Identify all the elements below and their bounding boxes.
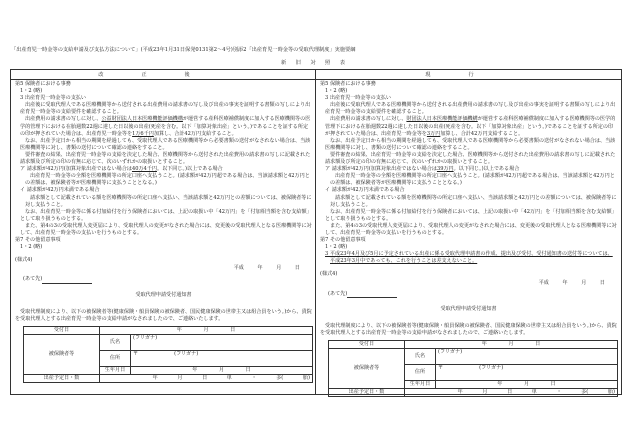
amended-text: 40万4千円 [131, 166, 157, 173]
paragraph [15, 102, 312, 116]
due-label: 出産予定日・数 [329, 389, 405, 397]
paragraph [320, 195, 617, 209]
table-row [24, 334, 313, 350]
text-segment: 加算し、合計42万円支給すること。 [153, 130, 237, 137]
text-segment: が運営する産科医療補償制度に加入する医療機関等の医学的管理下における在胎週数22週に達した日以後の出産(死産を含む。以下「加算対象出産」という。)であることを証する所定の印が押されていた場合は、出産育児一時金等を [325, 116, 616, 137]
insured-label: 被保険者等 [24, 334, 100, 374]
amended-text: 公益財団法人日本医療機能評価機構 [101, 116, 183, 123]
received-label: 受付日 [24, 326, 100, 334]
document-subtitle: 新 旧 対 照 表 [281, 60, 349, 66]
text-segment: 要件審査の結果、出産育児一時金等の支給を決定した場合、医療機関等から送付された出産費用の請求書の写しに記載された請求額及び所定の印の有無に応じて、次のいずれかの取扱いとすること。 [20, 151, 311, 166]
form-body: 受取代理制度により、以下の被保険者等(健康保険・船員保険の被保険者、国民健康保険の世帯主又は組合員をいう。)から、貴院を受取代理人とする出産育児一時金等の支給申請がなされましたので、ご連絡いたします。 [15, 308, 312, 322]
paragraph [15, 223, 312, 237]
paragraph [320, 209, 617, 223]
text-segment: なお、出産育児一時金等に係る付加給付を行う保険者においては、上記の取扱い中「42万円」を「付加相当額を含む支給額」として取り扱うものとする。 [20, 208, 312, 222]
text-segment: 。以下同じ。)以上である場合 [453, 166, 520, 173]
text-segment: 出産後に受取代理人である医療機関等から送付される出産費用の請求書の写し及び出産の事実を証明する書類の写しにより出産育児一時金等の支給要件を確認すること。 [325, 102, 616, 116]
form-date: 平成 年 月 日 [538, 279, 605, 286]
form-table [328, 340, 618, 397]
table-row [329, 389, 618, 397]
paragraph [320, 237, 617, 244]
paragraph [320, 223, 617, 237]
text-segment: 出産後に受取代理人である医療機関等から送付される出産費用の請求書の写し及び出産の事実を証明する書類の写しにより出産育児一時金等の支給要件を確認すること。 [20, 102, 311, 116]
addressee-label: (あて先) [23, 276, 43, 283]
text-segment: 。以下同じ。)以上である場合 [156, 166, 223, 173]
text-segment: 請求額として記載されている額を医療機関等の所定口座へ支払い、当該請求額と42万円との差額については、被保険者等に対し支払うこと。 [25, 194, 312, 208]
paragraph [15, 138, 312, 152]
name-furigana: (フリガナ) [436, 349, 618, 365]
form-label: (様式4) [15, 257, 33, 264]
text-segment: 要件審査の結果、出産育児一時金等の支給を決定した場合、医療機関等から送付された出産費用の請求書の写しに記載された請求額及び所定の印の有無に応じて、次のいずれかの取扱いとすること。 [325, 151, 616, 166]
table-row [24, 374, 313, 382]
amended-text: 3 平成23年4月及び5月に予定されている出産に係る受取代理申請書の作成、提出及び受付、受付通知書の送付等については、平成23年3月中であっても、これを行うことは差支えないこと。 [325, 251, 613, 265]
postal-mark: 〒 [438, 365, 444, 371]
form-label: (様式4) [320, 271, 338, 278]
column-body [15, 81, 312, 251]
text-segment: ア 請求額が42万円(加算対象出産ではない場合は [20, 166, 132, 173]
addressee-label: (あて先) [328, 290, 348, 297]
form-table [23, 326, 313, 383]
text-segment: 出産育児一時金等の全額を医療機関等の所定口座へ支払うこと。(請求額が42万円超である場合は、当該請求額と42万円との差額は、被保険者等が医療機関等に支払うこととなる。) [330, 173, 615, 187]
text-segment: 請求額として記載されている額を医療機関等の所定口座へ支払い、当該請求額と42万円との差額については、被保険者等に対し支払うこと。 [330, 194, 617, 208]
column-header: 現行 [316, 70, 621, 80]
paragraph [15, 209, 312, 223]
paragraph [320, 173, 617, 187]
paragraph [320, 152, 617, 166]
birth-label: 生年月日 [405, 381, 436, 389]
text-segment: 1・2 (略) [20, 88, 43, 95]
text-segment: 第5 保険者における事務 [15, 81, 71, 87]
text-segment: 第7 その他留意事項 [15, 237, 61, 244]
amended-text: 3万円 [426, 130, 441, 137]
paragraph [15, 187, 312, 194]
text-segment: 1・2 (略) [325, 88, 348, 95]
postal-mark: 〒 [133, 350, 139, 357]
text-segment: 出産費用の請求書の写しに対し、 [330, 116, 407, 123]
document-title: 「出産育児一時金等の支給申請及び支払方法について」(平成23年1月31日保発0131第2～4号)別添2「出産育児一時金等の受取代理制度」実施要綱 [11, 47, 356, 53]
paragraph [15, 81, 312, 88]
insured-label: 被保険者等 [329, 349, 405, 389]
paragraph [320, 138, 617, 152]
addressee-blank [42, 283, 92, 284]
paragraph [320, 102, 617, 116]
table-row [329, 349, 618, 365]
birth-value: 年 月 日 [131, 366, 313, 374]
paragraph [15, 244, 312, 251]
text-segment: 3 出産育児一時金等の支払い [325, 95, 391, 102]
paragraph [320, 116, 617, 137]
text-segment: 3 出産育児一時金等の支払い [20, 95, 86, 102]
text-segment: なお、出産育児一時金等に係る付加給付を行う保険者においては、上記の取扱い中「42万円」を「付加相当額を含む支給額」として取り扱うものとする。 [325, 208, 617, 222]
comparison-table [10, 69, 622, 395]
address-furigana: (フリガナ) [174, 350, 199, 357]
text-segment: また、第4の3の受取代理人変更届により、受取代理人の変更がなされた場合には、変更後の受取代理人となる医療機関等に対して、出産育児一時金等の支払いを行うものとする。 [325, 222, 617, 236]
name-furigana: (フリガナ) [131, 334, 313, 350]
table-row [329, 341, 618, 349]
column-body [320, 81, 617, 265]
text-segment: イ 請求額が42万円未満である場合 [325, 187, 405, 194]
amended-text: 財団法人日本医療機能評価機構 [406, 116, 478, 123]
text-segment: 第7 その他留意事項 [320, 237, 366, 244]
text-segment: 第5 保険者における事務 [320, 81, 376, 87]
paragraph [15, 195, 312, 209]
amended-text: 39万円 [436, 166, 454, 173]
text-segment: 出産育児一時金等の全額を医療機関等の所定口座へ支払うこと。(請求額が42万円超である場合は、当該請求額と42万円との差額は、被保険者等が医療機関等に支払うこととなる。) [25, 173, 310, 187]
paragraph [15, 237, 312, 244]
column-current [316, 70, 621, 394]
table-row [24, 326, 313, 334]
column-revised [11, 70, 316, 394]
received-value: 年 月 日 [405, 341, 618, 349]
paragraph [320, 81, 617, 88]
name-label: 氏名 [405, 349, 436, 365]
notice-form [320, 271, 617, 397]
paragraph [15, 152, 312, 166]
paragraph [320, 251, 617, 265]
address-label: 住所 [405, 365, 436, 381]
form-addressee [15, 276, 312, 283]
text-segment: イ 請求額が42万円未満である場合 [20, 187, 100, 194]
birth-label: 生年月日 [100, 366, 131, 374]
paragraph [15, 116, 312, 137]
text-segment: なお、出産予定日から相当の期間を経過しても、受取代理人である医療機関等から必要書類の送付がなされない場合は、当該医療機関等に対し、書類の送付について確認の連絡をすること。 [325, 137, 616, 151]
text-segment: が運営する産科医療補償制度に加入する医療機関等の医学的管理下における在胎週数22週に達した日以後の出産(死産を含む。以下「加算対象出産」という。)であることを証する所定の印が押されていた場合は、出産育児一時金等を [20, 116, 311, 137]
form-body: 受取代理制度により、以下の被保険者等(健康保険・船員保険の被保険者、国民健康保険の世帯主又は組合員をいう。)から、貴院を受取代理人とする出産育児一時金等の支給申請がなされましたので、ご連絡いたします。 [320, 322, 617, 336]
text-segment: 出産費用の請求書の写しに対し、 [25, 116, 102, 123]
text-segment: 加算し、合計42万円支給すること。 [440, 130, 524, 137]
due-value: 年 月 日 単 ・ 多( 胎) [100, 374, 313, 382]
column-header: 改正後 [11, 70, 315, 80]
birth-value: 年 月 日 [436, 381, 618, 389]
text-segment: また、第4の3の受取代理人変更届により、受取代理人の変更がなされた場合には、変更後の受取代理人となる医療機関等に対して、出産育児一時金等の支払いを行うものとする。 [20, 222, 312, 236]
form-title: 受取代理申請受付通知書 [440, 305, 497, 312]
addressee-blank [347, 297, 397, 298]
paragraph [320, 187, 617, 194]
form-title: 受取代理申請受付通知書 [135, 291, 192, 298]
due-label: 出産予定日・数 [24, 374, 100, 382]
received-value: 年 月 日 [100, 326, 313, 334]
paragraph [15, 173, 312, 187]
form-addressee [320, 291, 617, 298]
text-segment: 1・2 (略) [325, 244, 348, 251]
address-furigana: (フリガナ) [479, 365, 504, 371]
due-value: 年 月 日 単 ・ 多( 胎) [405, 389, 618, 397]
form-date: 平成 年 月 日 [233, 265, 300, 272]
name-label: 氏名 [100, 334, 131, 350]
amended-text: 1万6千円 [132, 130, 154, 137]
address-label: 住所 [100, 350, 131, 366]
received-label: 受付日 [329, 341, 405, 349]
text-segment: 1・2 (略) [20, 244, 43, 251]
text-segment: ア 請求額が42万円(加算対象出産ではない場合は [325, 166, 437, 173]
text-segment: なお、出産予定日から相当の期間を経過しても、受取代理人である医療機関等から必要書類の送付がなされない場合は、当該医療機関等に対し、書類の送付について確認の連絡をすること。 [20, 137, 311, 151]
notice-form [15, 257, 312, 383]
